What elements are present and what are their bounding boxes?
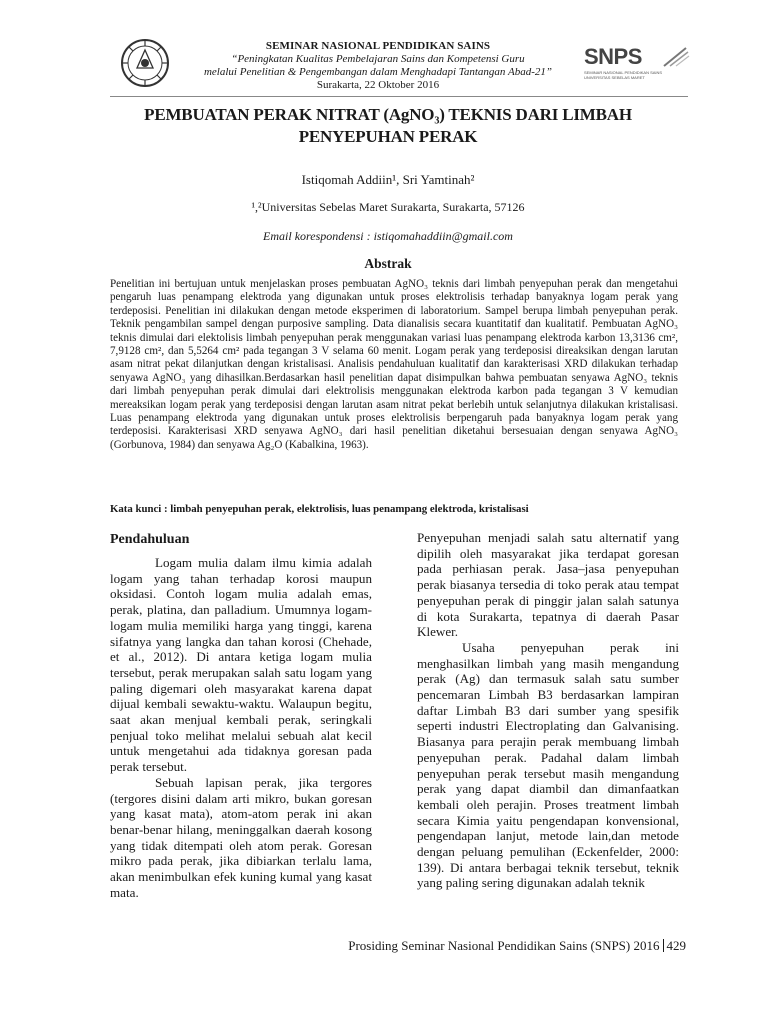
keywords: Kata kunci : limbah penyepuhan perak, elektrolisis, luas penampang elektroda, kristalisasi (110, 503, 529, 515)
seminar-date: Surakarta, 22 Oktober 2016 (316, 79, 440, 91)
paper-authors: Istiqomah Addiin¹, Sri Yamtinah² (301, 172, 475, 187)
seminar-title: SEMINAR NASIONAL PENDIDIKAN SAINS (265, 40, 491, 52)
header-divider (110, 96, 688, 97)
snps-logo (584, 44, 694, 86)
snps-logo-text: SNPS (584, 44, 642, 69)
paper-title (120, 104, 656, 148)
body-paragraph: Usaha penyepuhan perak ini menghasilkan limbah yang masih mengandung perak (Ag) dan termasuk salah satu sumber pencemaran Limbah B3 berdasarkan lampiran daftar Limbah B3 dari sumber yang spesifik seperti industri Electroplating dan Galvanising. Biasanya para perajin perak membuang limbah penyepuhan perak. Padahal dalam limbah penyepuhan perak tersebut masih mengandung perak yang dapat diambil dan dimanfaatkan kembali oleh perajin. Proses treatment limbah secara Kimia yaitu pengendapan konvensional, pengendapan lanjut, metode lain,dan metode dengan peluang pemulihan (Eckenfelder, 2000: 139). Di antara berbagai teknik tersebut, teknik yang paling sering digunakan adalah teknik (417, 639, 679, 891)
section-heading: Pendahuluan (110, 532, 190, 547)
snps-swoosh-icon (662, 44, 690, 68)
snps-logo-caption: SEMINAR NASIONAL PENDIDIKAN SAINS UNIVERSITAS SEBELAS MARET (584, 70, 663, 80)
seminar-theme-line2: melalui Penelitian & Pengembangan dalam Menghadapi Tantangan Abad-21” (203, 66, 552, 78)
body-left-column (110, 532, 372, 900)
seminar-theme-line1: “Peningkatan Kualitas Pembelajaran Sains dan Kompetensi Guru (231, 53, 525, 65)
abstract-text: Penelitian ini bertujuan untuk menjelaskan proses pembuatan AgNO₃ teknis dari limbah penyepuhan perak dan mengetahui pengaruh luas penampang elektroda yang digunakan untuk proses elektrolisis terhadap banyaknya logam perak yang terdeposisi. Penelitian ini dilakukan dengan metode eksperimen di laboratorium. Sampel berupa limbah penyepuhan perak. Teknik pengambilan sampel dengan purposive sampling. Data dianalisis secara kuantitatif dan kualitatif. Pembuatan AgNO₃ teknis dimulai dari elektolisis limbah penyepuhan perak menggunakan variasi luas penampang elektroda karbon 13,3136 cm², 7,9128 cm², dan 5,5264 cm² pada tegangan 3 V selama 60 menit. Logam perak yang terdeposisi direaksikan dengan larutan asam nitrat pekat dilanjutkan dengan kristalisasi. Analisis pendahuluan kualitatif dan karakterisasi XRD dilakukan terhadap senyawa AgNO₃ yang dihasilkan.Berdasarkan hasil penelitian dapat disimpulkan bahwa pembuatan senyawa AgNO₃ teknis dari limbah penyepuhan perak dimulai dari elektrolisis menggunakan elektroda karbon pada tegangan 3 V kemudian mereaksikan logam perak yang terdeposisi dengan larutan asam nitrat pekat berlebih untuk selanjutnya dilakukan kristalisasi. Luas penampang elektroda yang digunakan untuk proses elektrolisis berpengaruh pada banyaknya logam perak yang terdeposisi. Karakterisasi XRD senyawa AgNO₃ dari hasil penelitian diketahui bersesuaian dengan senyawa AgNO₃ (Gorbunova, 1984) dan senyawa Ag₂O (Kabalkina, 1963). (110, 278, 678, 451)
author-affiliation: ¹,²Universitas Sebelas Maret Surakarta, Surakarta, 57126 (251, 200, 525, 214)
footer-separator (663, 939, 664, 952)
correspondence-email: Email korespondensi : istiqomahaddiin@gmail.com (263, 229, 513, 243)
abstract-heading: Abstrak (364, 256, 412, 271)
body-right-column (417, 530, 679, 891)
body-paragraph: Penyepuhan menjadi salah satu alternatif yang dipilih oleh masyarakat jika terdapat goresan pada perhiasan perak. Jasa–jasa penyepuhan perak biasanya tersedia di toko perak atau tempat penyepuhan perak di pinggir jalan salah satunya di kota Surakarta, tepatnya di daerah Pasar Klewer. (417, 530, 679, 640)
conference-header (180, 40, 576, 92)
university-seal-logo (120, 38, 170, 88)
paper-title-line1: PEMBUATAN PERAK NITRAT (AgNO₃) TEKNIS DARI LIMBAH (144, 105, 632, 124)
page-footer (348, 938, 686, 954)
proceedings-name: Prosiding Seminar Nasional Pendidikan Sains (SNPS) 2016 (348, 938, 660, 953)
body-paragraph: Logam mulia dalam ilmu kimia adalah logam yang tahan terhadap korosi maupun oksidasi. Contoh logam mulia adalah emas, perak, platina, dan palladium. Umumnya logam-logam mulia memiliki harga yang tinggi, karena sifatnya yang langka dan tahan korosi (Chehade, et al., 2012). Di antara ketiga logam mulia tersebut, perak merupakan salah satu logam yang paling digemari oleh masyarakat karena dapat dijual kembali sewaktu-waktu. Walaupun begitu, saat akan menjual kembali perak, seringkali penjual toko melihat melalui sebuah alat kecil untuk mengetahui ada tidaknya goresan pada perak tersebut. (110, 555, 372, 775)
body-paragraph: Sebuah lapisan perak, jika tergores (tergores disini dalam arti mikro, bukan goresan yang kasat mata), atom-atom perak ini akan benar-benar hilang, meninggalkan daerah kosong yang tidak ditempati oleh atom perak. Goresan mikro pada perak, jika dibiarkan terlalu lama, akan menimbulkan efek kuning kumal yang kasat mata. (110, 774, 372, 900)
paper-title-line2: PENYEPUHAN PERAK (298, 127, 478, 146)
page-number: 429 (666, 938, 686, 953)
